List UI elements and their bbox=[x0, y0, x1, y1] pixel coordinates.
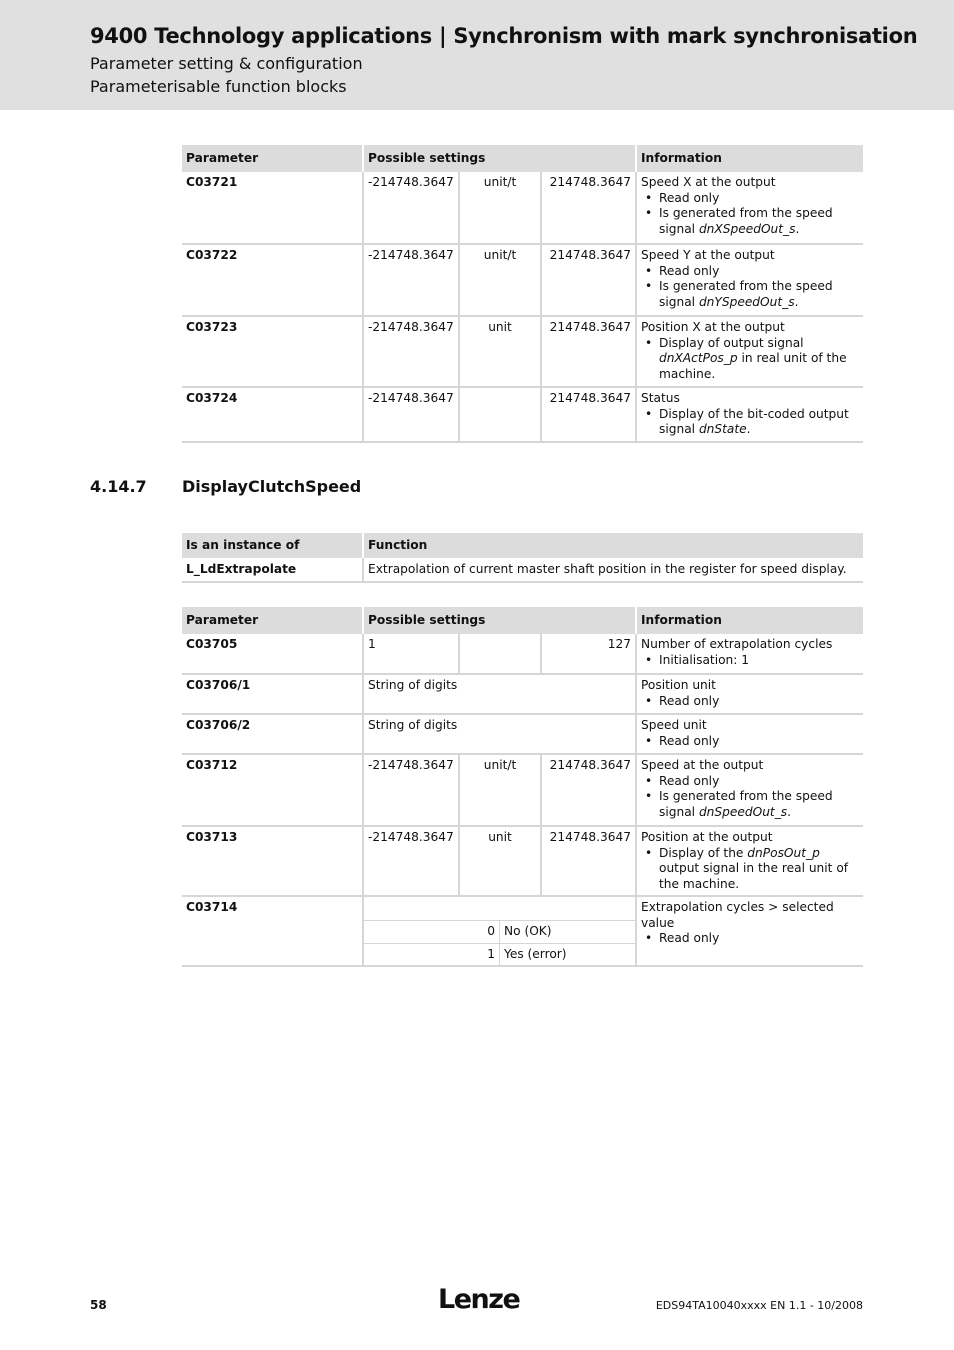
info-bullet: • Read only bbox=[641, 191, 859, 207]
table-header-row bbox=[182, 533, 863, 558]
min-value: -214748.3647 bbox=[363, 244, 459, 316]
info-cell bbox=[636, 826, 863, 896]
max-value: 127 bbox=[541, 634, 636, 674]
info-title: Speed unit bbox=[641, 718, 707, 732]
instance-name: L_LdExtrapolate bbox=[182, 558, 363, 582]
unit: unit/t bbox=[459, 244, 541, 316]
function-description: Extrapolation of current master shaft position in the register for speed display. bbox=[363, 558, 863, 582]
option-label: No (OK) bbox=[500, 921, 636, 944]
unit: unit/t bbox=[459, 754, 541, 826]
info-title: Position unit bbox=[641, 678, 716, 692]
info-title: Position at the output bbox=[641, 830, 773, 844]
max-value: 214748.3647 bbox=[541, 316, 636, 387]
page-subtitle-2: Parameterisable function blocks bbox=[90, 77, 347, 96]
info-cell bbox=[636, 316, 863, 387]
info-title: Extrapolation cycles > selected value bbox=[641, 900, 834, 930]
lenze-logo: Lenze bbox=[438, 1284, 520, 1315]
param-code: C03705 bbox=[182, 634, 363, 674]
page-header bbox=[0, 0, 954, 110]
info-cell bbox=[636, 896, 863, 966]
info-title: Number of extrapolation cycles bbox=[641, 637, 833, 651]
max-value: 214748.3647 bbox=[541, 387, 636, 442]
param-code: C03721 bbox=[182, 172, 363, 244]
table-header-row bbox=[182, 607, 863, 634]
min-value: -214748.3647 bbox=[363, 387, 459, 442]
list-item bbox=[364, 943, 635, 965]
section-heading bbox=[90, 477, 361, 496]
info-bullet: • Read only bbox=[641, 774, 859, 790]
param-code: C03714 bbox=[182, 896, 363, 966]
max-value: 214748.3647 bbox=[541, 754, 636, 826]
option-value: 1 bbox=[364, 943, 500, 965]
info-title: Status bbox=[641, 391, 680, 405]
info-cell bbox=[636, 714, 863, 754]
setting-value: String of digits bbox=[363, 714, 636, 754]
header-information: Information bbox=[636, 607, 863, 634]
info-cell bbox=[636, 244, 863, 316]
min-value: -214748.3647 bbox=[363, 826, 459, 896]
info-cell bbox=[636, 674, 863, 714]
parameter-table-1 bbox=[182, 145, 863, 443]
info-bullet: • Is generated from the speed signal dnSpeedOut_s. bbox=[641, 789, 859, 820]
instance-table bbox=[182, 533, 863, 583]
option-label: Yes (error) bbox=[504, 946, 567, 961]
info-title: Speed at the output bbox=[641, 758, 764, 772]
header-information: Information bbox=[636, 145, 863, 172]
page-subtitle-1: Parameter setting & configuration bbox=[90, 54, 363, 73]
unit: unit/t bbox=[459, 172, 541, 244]
info-bullet: • Read only bbox=[641, 931, 859, 947]
info-bullet: • Display of the bit-coded output signal dnState. bbox=[641, 407, 859, 438]
table-row bbox=[182, 714, 863, 754]
unit: unit bbox=[459, 826, 541, 896]
table-row bbox=[182, 316, 863, 387]
setting-value: String of digits bbox=[363, 674, 636, 714]
info-bullet: • Initialisation: 1 bbox=[641, 653, 859, 669]
min-value: 1 bbox=[363, 634, 459, 674]
info-title: Speed Y at the output bbox=[641, 248, 775, 262]
info-bullet: • Is generated from the speed signal dnXSpeedOut_s. bbox=[641, 206, 859, 237]
table-row bbox=[182, 172, 863, 244]
header-function: Function bbox=[363, 533, 863, 558]
selection-options bbox=[364, 897, 635, 965]
param-code: C03713 bbox=[182, 826, 363, 896]
parameter-table-2 bbox=[182, 607, 863, 967]
table-row bbox=[182, 896, 863, 966]
header-possible-settings: Possible settings bbox=[363, 607, 636, 634]
section-title: DisplayClutchSpeed bbox=[182, 477, 362, 496]
table-row bbox=[182, 634, 863, 674]
min-value: -214748.3647 bbox=[363, 754, 459, 826]
min-value: -214748.3647 bbox=[363, 316, 459, 387]
info-bullet: • Is generated from the speed signal dnYSpeedOut_s. bbox=[641, 279, 859, 310]
info-bullet: • Display of the dnPosOut_p output signal in the real unit of the machine. bbox=[641, 846, 859, 893]
info-bullet: • Read only bbox=[641, 734, 859, 750]
info-title: Speed X at the output bbox=[641, 175, 776, 189]
list-item bbox=[364, 921, 635, 944]
header-parameter: Parameter bbox=[182, 145, 363, 172]
table-header-row bbox=[182, 145, 863, 172]
info-bullet: • Read only bbox=[641, 264, 859, 280]
table-row bbox=[182, 754, 863, 826]
info-bullet: • Read only bbox=[641, 694, 859, 710]
header-instance: Is an instance of bbox=[182, 533, 363, 558]
param-code: C03706/1 bbox=[182, 674, 363, 714]
param-code: C03712 bbox=[182, 754, 363, 826]
table-row bbox=[182, 244, 863, 316]
unit bbox=[459, 387, 541, 442]
info-cell bbox=[636, 387, 863, 442]
table-row bbox=[182, 558, 863, 582]
info-bullet: • Display of output signal dnXActPos_p in real unit of the machine. bbox=[641, 336, 859, 383]
info-cell bbox=[636, 634, 863, 674]
unit: unit bbox=[459, 316, 541, 387]
header-possible-settings: Possible settings bbox=[363, 145, 636, 172]
selection-list bbox=[363, 896, 636, 966]
param-code: C03706/2 bbox=[182, 714, 363, 754]
table-row bbox=[182, 826, 863, 896]
param-code: C03722 bbox=[182, 244, 363, 316]
page-number: 58 bbox=[90, 1298, 107, 1312]
max-value: 214748.3647 bbox=[541, 244, 636, 316]
table-row bbox=[182, 387, 863, 442]
page-title: 9400 Technology applications | Synchronism with mark synchronisation bbox=[90, 24, 918, 48]
param-code: C03724 bbox=[182, 387, 363, 442]
unit bbox=[459, 634, 541, 674]
option-value: 0 bbox=[364, 921, 500, 944]
info-title: Position X at the output bbox=[641, 320, 785, 334]
header-parameter: Parameter bbox=[182, 607, 363, 634]
document-id: EDS94TA10040xxxx EN 1.1 - 10/2008 bbox=[655, 1299, 863, 1312]
info-cell bbox=[636, 172, 863, 244]
min-value: -214748.3647 bbox=[363, 172, 459, 244]
table-row bbox=[182, 674, 863, 714]
max-value: 214748.3647 bbox=[541, 826, 636, 896]
max-value: 214748.3647 bbox=[541, 172, 636, 244]
info-cell bbox=[636, 754, 863, 826]
section-number: 4.14.7 bbox=[90, 477, 147, 496]
param-code: C03723 bbox=[182, 316, 363, 387]
